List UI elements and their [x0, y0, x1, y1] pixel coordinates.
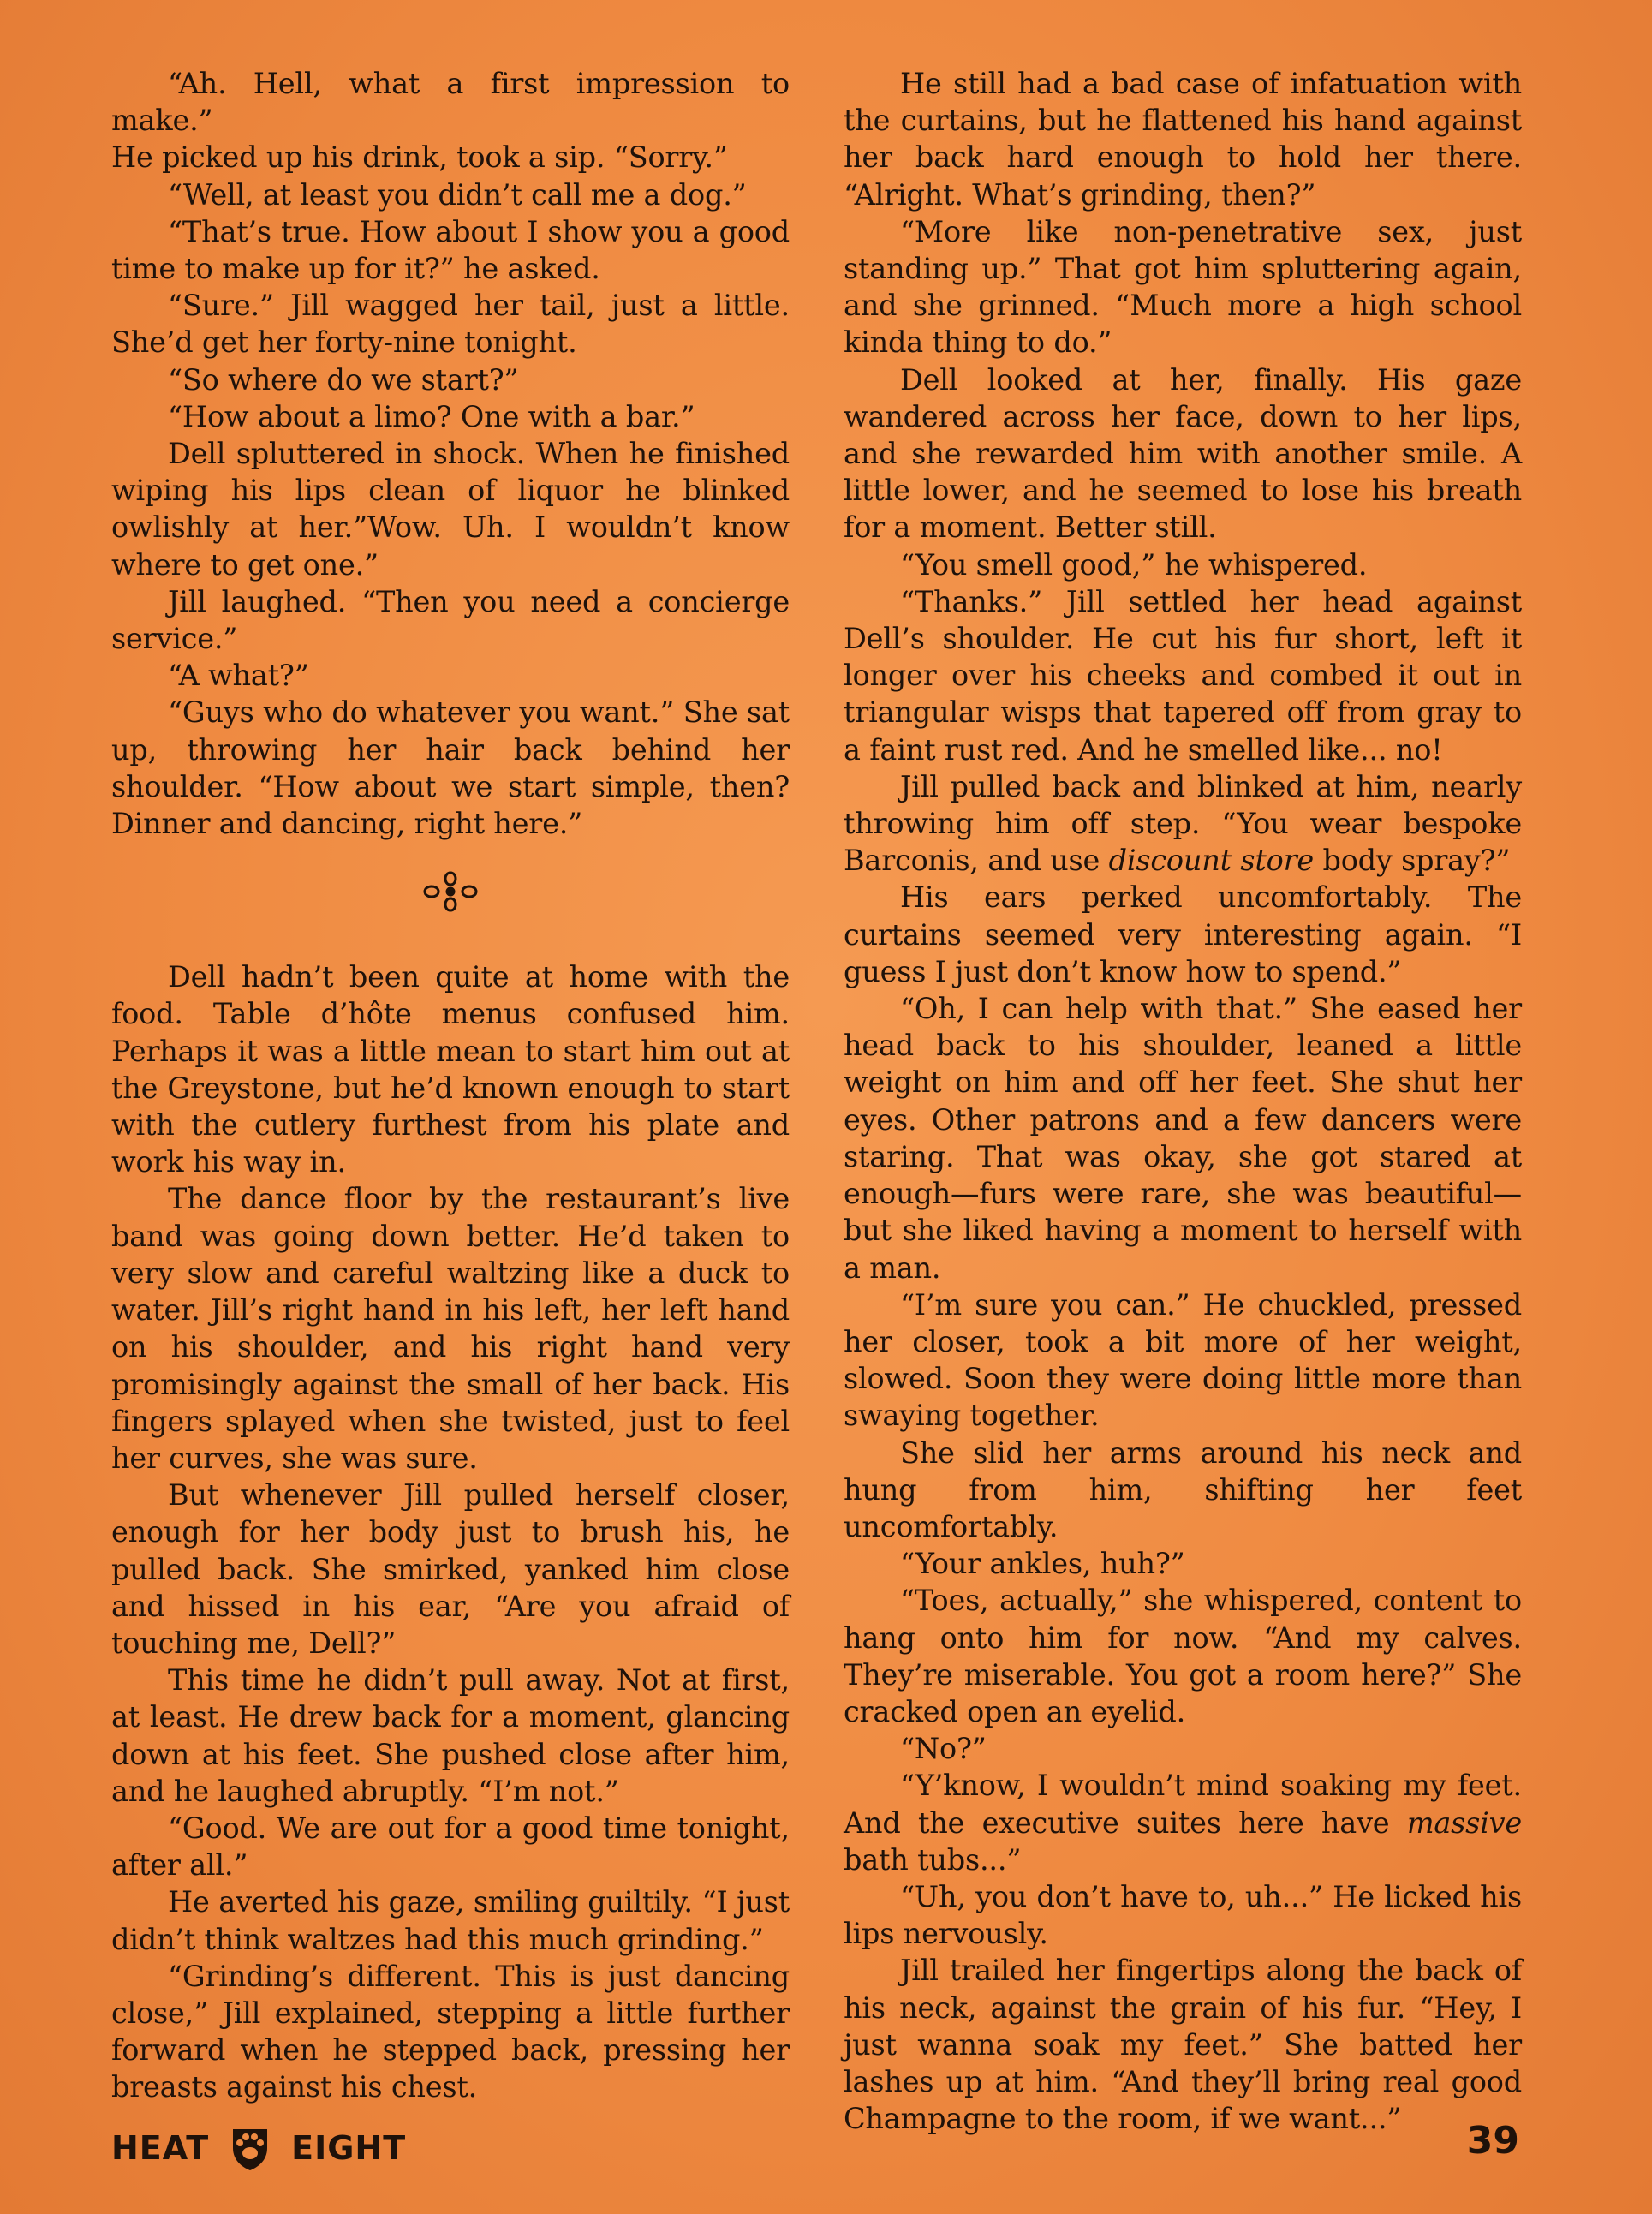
emphasis-text: massive	[1406, 1805, 1522, 1840]
paragraph: “A what?”	[168, 659, 309, 693]
paragraph: He picked up his drink, took a sip. “Sorry.”	[111, 140, 728, 175]
paragraph: “That’s true. How about I show you a good time to make up for it?” he asked.	[111, 214, 790, 286]
paragraph: His ears perked uncomfortably. The curtains seemed very interesting again. “I guess I just don’t know how to spend.”	[844, 880, 1522, 988]
paragraph: But whenever Jill pulled herself closer, enough for her body just to brush his, he pulled back. She smirked, yanked him close and hissed in his ear, “Are you afraid of touching me, Dell?”	[111, 1478, 790, 1660]
paragraph: This time he didn’t pull away. Not at first, at least. He drew back for a moment, glancing down at his feet. She pushed close after him, and he laughed abruptly. “I’m not.”	[111, 1663, 790, 1808]
paragraph-text: body spray?”	[1314, 844, 1511, 878]
page-number: 39	[1466, 2119, 1519, 2163]
paragraph: He still had a bad case of infatuation with the curtains, but he flattened his hand against her back hard enough to hold her there. “Alright. What’s grinding, then?”	[844, 67, 1522, 212]
paragraph: The dance floor by the restaurant’s live band was going down better. He’d taken to very slow and careful waltzing like a duck to water. Jill’s right hand in his left, her left hand on his shoulder, and his right hand very promisingly against the small of her back. His fingers splayed when she twisted, just to feel her curves, she was sure.	[111, 1182, 790, 1475]
emphasis-text: discount store	[1108, 844, 1315, 878]
paragraph: “Your ankles, huh?”	[900, 1547, 1185, 1581]
paw-shield-icon	[226, 2124, 274, 2172]
paragraph: “How about a limo? One with a bar.”	[168, 399, 695, 433]
paragraph: Jill trailed her fingertips along the back of his neck, against the grain of his fur. “Hey, I just wanna soak my feet.” She batted her lashes up at him. “And they’ll bring real good Champagne to the room, if we want...”	[844, 1954, 1522, 2136]
right-column	[844, 65, 1522, 2137]
section-break-ornament-icon	[420, 866, 481, 917]
brand-word-left: HEAT	[111, 2129, 210, 2167]
magazine-brand	[111, 2124, 406, 2172]
paragraph: “More like non-penetrative sex, just standing up.” That got him spluttering again, and she grinned. “Much more a high school kinda thing to do.”	[844, 214, 1522, 360]
paragraph-text: “Y’know, I wouldn’t mind soaking my feet. And the executive suites here have	[844, 1769, 1522, 1840]
paragraph: “Grinding’s different. This is just dancing close,” Jill explained, stepping a little further forward when he stepped back, pressing her breasts against his chest.	[111, 1959, 790, 2104]
paragraph: “Uh, you don’t have to, uh...” He licked his lips nervously.	[844, 1879, 1522, 1951]
paragraph: Dell spluttered in shock. When he finished wiping his lips clean of liquor he blinked owlishly at her.”Wow. Uh. I wouldn’t know where to get one.”	[111, 437, 790, 582]
paragraph	[844, 768, 1522, 880]
brand-word-right: EIGHT	[291, 2129, 407, 2167]
paragraph: “So where do we start?”	[168, 362, 519, 397]
paragraph: Jill laughed. “Then you need a concierge service.”	[111, 584, 790, 656]
paragraph	[844, 1767, 1522, 1878]
left-column	[111, 65, 790, 2106]
page-footer	[111, 2114, 1519, 2165]
paragraph: “Thanks.” Jill settled her head against Dell’s shoulder. He cut his fur short, left it longer over his cheeks and combed it out in triangular wisps that tapered off from gray to a faint rust red. And he smelled like... no!	[844, 584, 1522, 767]
paragraph: “Sure.” Jill wagged her tail, just a little. She’d get her forty-nine tonight.	[111, 289, 790, 360]
paragraph: “No?”	[900, 1732, 987, 1766]
paragraph-text: Jill pulled back and blinked at him, nearly throwing him off step. “You wear bespoke Barconis, and use	[844, 769, 1522, 878]
paragraph: “Ah. Hell, what a first impression to make.”	[111, 67, 790, 138]
paragraph: “Well, at least you didn’t call me a dog.”	[168, 177, 747, 212]
paragraph-text: bath tubs...”	[844, 1842, 1022, 1877]
paragraph: “You smell good,” he whispered.	[900, 547, 1368, 582]
paragraph: “Guys who do whatever you want.” She sat up, throwing her hair back behind her shoulder. “How about we start simple, then? Dinner and dancing, right here.”	[111, 695, 790, 841]
paragraph: He averted his gaze, smiling guiltily. “I just didn’t think waltzes had this much grinding.”	[111, 1885, 790, 1956]
paragraph: She slid her arms around his neck and hung from him, shifting her feet uncomfortably.	[844, 1435, 1522, 1543]
paragraph: “Oh, I can help with that.” She eased her head back to his shoulder, leaned a little weight on him and off her feet. She shut her eyes. Other patrons and a few dancers were staring. That was okay, she got stared at enough—furs were rare, she was beautiful—but she liked having a moment to herself with a man.	[844, 992, 1522, 1285]
paragraph: “Good. We are out for a good time tonight, after all.”	[111, 1811, 790, 1883]
paragraph: “Toes, actually,” she whispered, content to hang onto him for now. “And my calves. They’re miserable. You got a room here?” She cracked open an eyelid.	[844, 1584, 1522, 1728]
paragraph: Dell looked at her, finally. His gaze wandered across her face, down to her lips, and she rewarded him with another smile. A little lower, and he seemed to lose his breath for a moment. Better still.	[844, 362, 1522, 545]
paragraph: Dell hadn’t been quite at home with the food. Table d’hôte menus confused him. Perhaps it was a little mean to start him out at the Greystone, but he’d known enough to start with the cutlery furthest from his plate and work his way in.	[111, 960, 790, 1179]
paragraph: “I’m sure you can.” He chuckled, pressed her closer, took a bit more of her weight, slowed. Soon they were doing little more than swaying together.	[844, 1287, 1522, 1433]
